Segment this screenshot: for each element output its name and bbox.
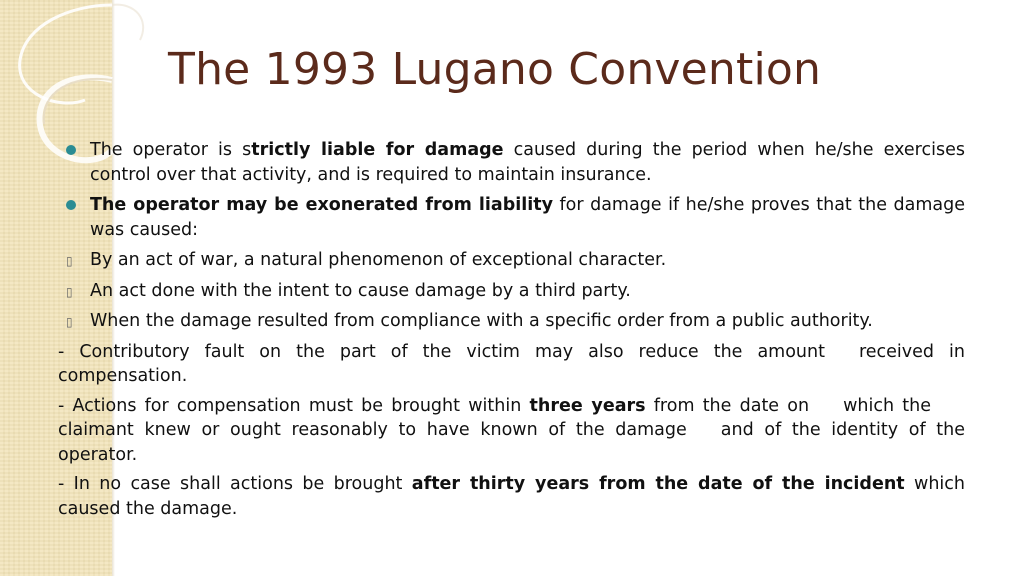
sub-bullet-icon: ▯ <box>66 315 73 329</box>
bold-text: after thirty years from the date of the incident <box>411 474 905 494</box>
slide-title: The 1993 Lugano Convention <box>168 44 822 95</box>
text: which the <box>843 395 931 416</box>
slide-body <box>58 138 965 526</box>
text: claimant knew or ought reasonably to have known of the damage <box>58 420 687 440</box>
bullet-exoneration <box>58 193 965 242</box>
bullet-strict-liability <box>58 138 965 187</box>
text: received in compensation. <box>58 341 965 386</box>
bold-text: The operator may be exonerated from liability <box>90 195 554 215</box>
sub-item-war <box>58 248 965 273</box>
bullet-dot-icon <box>66 145 76 155</box>
text: An act done with the intent to cause damage by a third party. <box>90 280 631 301</box>
sub-item-third-party <box>58 279 965 304</box>
para-thirty-years <box>58 472 965 521</box>
text: from the date on <box>645 395 810 416</box>
bold-text: three years <box>529 395 646 416</box>
text: which caused the damage. <box>58 474 965 519</box>
text: - In no case shall actions be brought <box>58 474 412 494</box>
text: The operator is s <box>90 140 252 160</box>
sub-bullet-icon: ▯ <box>66 254 73 268</box>
para-contributory-fault <box>58 340 965 389</box>
text: caused during the period when he/she exercises control over that activity, and is required to maintain insurance. <box>90 140 965 185</box>
text: and of the identity of the operator. <box>58 420 965 465</box>
sub-bullet-icon: ▯ <box>66 284 73 299</box>
text: - Contributory fault on the part of the victim may also reduce the amount <box>58 341 825 362</box>
text: for damage if he/she proves that the damage was caused: <box>90 195 965 240</box>
text: When the damage resulted from compliance with a specific order from a public authority. <box>90 311 873 331</box>
text: By an act of war, a natural phenomenon of exceptional character. <box>90 250 667 270</box>
bold-text: trictly liable for damage <box>251 140 504 160</box>
para-three-years <box>58 394 965 468</box>
sub-item-public-authority <box>58 309 965 334</box>
bullet-dot-icon <box>66 200 76 210</box>
text: - Actions for compensation must be brought within <box>58 395 530 416</box>
